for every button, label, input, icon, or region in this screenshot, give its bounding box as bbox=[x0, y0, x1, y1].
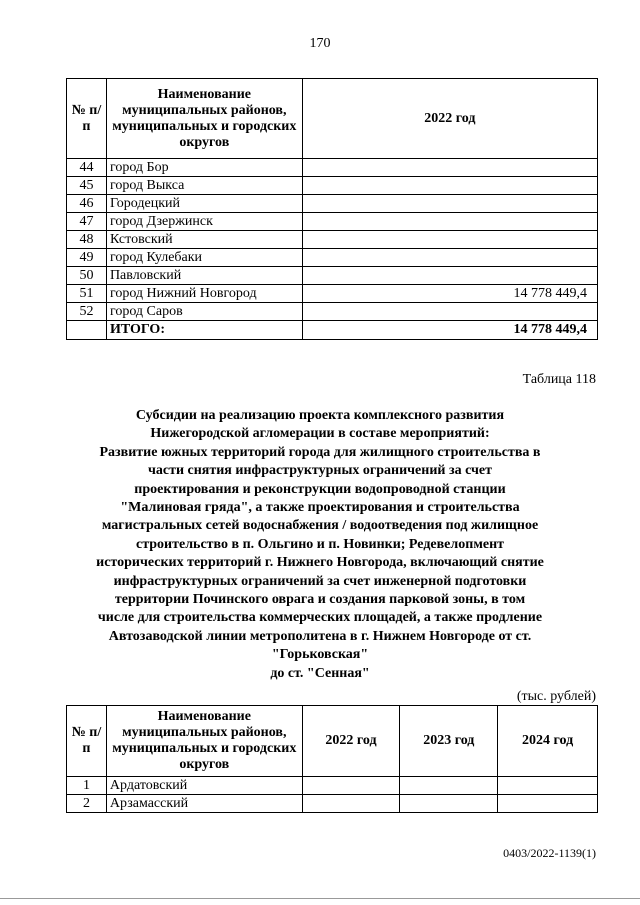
row-value bbox=[302, 213, 597, 231]
row-name: Ардатовский bbox=[106, 777, 302, 795]
table-row bbox=[67, 231, 598, 249]
total-value: 14 778 449,4 bbox=[302, 321, 597, 340]
table-row bbox=[67, 777, 598, 795]
table-row bbox=[67, 249, 598, 267]
table-row bbox=[67, 303, 598, 321]
row-num: 52 bbox=[67, 303, 107, 321]
header-year-2024: 2024 год bbox=[498, 706, 598, 777]
title-line: инфраструктурных ограничений за счет инженерной подготовки bbox=[113, 573, 527, 589]
header-name: Наименование муниципальных районов, муниципальных и городских округов bbox=[106, 706, 302, 777]
row-value-2023 bbox=[400, 795, 498, 813]
header-year-2022: 2022 год bbox=[302, 79, 597, 159]
units-label: (тыс. рублей) bbox=[516, 689, 596, 704]
title-line: части снятия инфраструктурных ограничений за счет bbox=[147, 463, 493, 479]
row-name: город Саров bbox=[106, 303, 302, 321]
header-year-2022: 2022 год bbox=[302, 706, 400, 777]
title-line: до ст. "Сенная" bbox=[270, 665, 370, 681]
row-num: 44 bbox=[67, 159, 107, 177]
row-num: 51 bbox=[67, 285, 107, 303]
row-name: город Дзержинск bbox=[106, 213, 302, 231]
title-line: "Горьковская" bbox=[271, 647, 369, 663]
header-name: Наименование муниципальных районов, муниципальных и городских округов bbox=[106, 79, 302, 159]
row-value bbox=[302, 159, 597, 177]
row-name: город Выкса bbox=[106, 177, 302, 195]
table-row bbox=[67, 267, 598, 285]
table-row bbox=[67, 195, 598, 213]
table-header-row bbox=[67, 79, 598, 159]
table-row bbox=[67, 795, 598, 813]
title-line: "Малиновая гряда", а также проектирования и строительства bbox=[120, 500, 520, 516]
row-value bbox=[302, 231, 597, 249]
row-value-2024 bbox=[498, 795, 598, 813]
title-line: Автозаводской линии метрополитена в г. Нижнем Новгороде от ст. bbox=[108, 628, 532, 644]
row-name: город Нижний Новгород bbox=[106, 285, 302, 303]
row-num: 50 bbox=[67, 267, 107, 285]
title-line: проектирования и реконструкции водопроводной станции bbox=[134, 481, 506, 497]
title-line: Субсидии на реализацию проекта комплексного развития bbox=[135, 408, 505, 423]
municipal-subsidy-table-2022-2024 bbox=[66, 705, 598, 813]
document-code: 0403/2022-1139(1) bbox=[503, 846, 596, 860]
table-row bbox=[67, 159, 598, 177]
row-name: Городецкий bbox=[106, 195, 302, 213]
total-row bbox=[67, 321, 598, 340]
row-value bbox=[302, 267, 597, 285]
header-num: № п/п bbox=[67, 706, 107, 777]
table-row bbox=[67, 213, 598, 231]
table-header-row bbox=[67, 706, 598, 777]
title-line: магистральных сетей водоснабжения / водоотведения под жилищное bbox=[101, 518, 539, 534]
total-num-cell bbox=[67, 321, 107, 340]
title-line: числе для строительства коммерческих площадей, а также продление bbox=[97, 610, 543, 626]
table-row bbox=[67, 177, 598, 195]
title-line: исторических территорий г. Нижнего Новгорода, включающий снятие bbox=[96, 555, 544, 571]
row-num: 2 bbox=[67, 795, 107, 813]
row-value bbox=[302, 303, 597, 321]
row-num: 47 bbox=[67, 213, 107, 231]
row-name: город Кулебаки bbox=[106, 249, 302, 267]
row-value-2022 bbox=[302, 795, 400, 813]
row-name: Павловский bbox=[106, 267, 302, 285]
table-row bbox=[67, 285, 598, 303]
total-label: ИТОГО: bbox=[106, 321, 302, 340]
table-caption: Таблица 118 bbox=[522, 372, 596, 387]
row-value: 14 778 449,4 bbox=[302, 285, 597, 303]
row-num: 48 bbox=[67, 231, 107, 249]
page-number: 170 bbox=[309, 36, 331, 51]
row-num: 45 bbox=[67, 177, 107, 195]
row-num: 46 bbox=[67, 195, 107, 213]
table-title bbox=[96, 407, 544, 683]
row-value-2024 bbox=[498, 777, 598, 795]
header-num: № п/п bbox=[67, 79, 107, 159]
municipal-subsidy-table-2022 bbox=[66, 78, 598, 340]
row-value-2023 bbox=[400, 777, 498, 795]
row-num: 49 bbox=[67, 249, 107, 267]
page-bottom-divider bbox=[0, 898, 640, 899]
row-num: 1 bbox=[67, 777, 107, 795]
title-line: строительство в п. Ольгино и п. Новинки; Редевелопмент bbox=[135, 536, 505, 552]
title-line: Развитие южных территорий города для жилищного строительства в bbox=[99, 444, 541, 460]
title-line: Нижегородской агломерации в составе мероприятий: bbox=[150, 426, 490, 442]
row-name: город Бор bbox=[106, 159, 302, 177]
row-value bbox=[302, 249, 597, 267]
row-value-2022 bbox=[302, 777, 400, 795]
row-name: Арзамасский bbox=[106, 795, 302, 813]
title-line: территории Починского оврага и создания парковой зоны, в том bbox=[114, 592, 526, 608]
row-value bbox=[302, 177, 597, 195]
header-year-2023: 2023 год bbox=[400, 706, 498, 777]
row-value bbox=[302, 195, 597, 213]
row-name: Кстовский bbox=[106, 231, 302, 249]
